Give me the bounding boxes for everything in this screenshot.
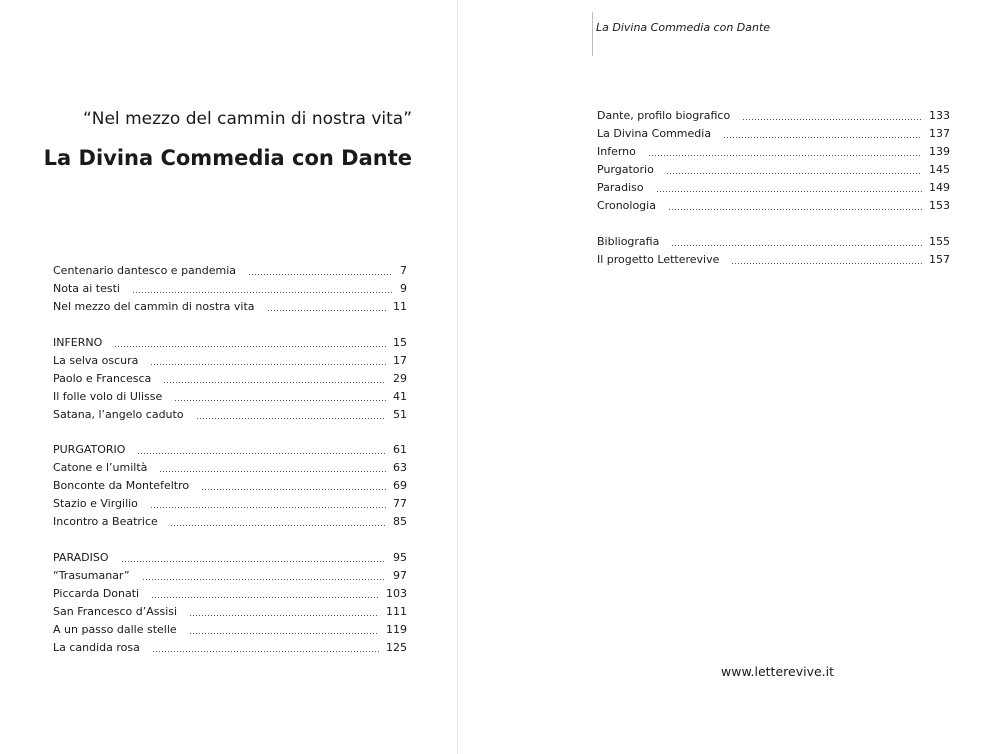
toc-entry-title: PURGATORIO <box>53 443 126 456</box>
toc-entry-title: Nel mezzo del cammin di nostra vita <box>53 300 255 313</box>
toc-entry <box>53 352 407 370</box>
toc-group <box>53 549 407 657</box>
toc-entry <box>53 441 407 459</box>
toc-entry-page-number: 9 <box>400 282 407 295</box>
toc-group <box>53 441 407 531</box>
toc-entry-title: Satana, l’angelo caduto <box>53 407 184 421</box>
toc-entry <box>53 567 407 585</box>
toc-entry-title: Centenario dantesco e pandemia <box>53 264 237 277</box>
left-page <box>0 0 458 754</box>
toc-entry-title: A un passo dalle stelle <box>53 622 177 636</box>
header-rule <box>592 12 593 56</box>
toc-entry-page-number: 95 <box>393 550 407 564</box>
toc-entry-page-number: 63 <box>393 461 407 474</box>
toc-entry-page-number: 111 <box>386 604 407 618</box>
toc-entry <box>53 513 407 531</box>
dot-leader <box>666 173 922 174</box>
toc-entry-page-number: 145 <box>929 163 950 176</box>
toc-entry <box>53 370 407 388</box>
dot-leader <box>671 245 922 246</box>
toc-group <box>597 233 950 269</box>
toc-entry-title: Stazio e Virgilio <box>53 497 138 510</box>
toc-entry <box>597 143 950 161</box>
dot-leader <box>189 633 379 634</box>
toc-entry-page-number: 77 <box>393 497 407 510</box>
book-title: La Divina Commedia con Dante <box>43 146 412 170</box>
toc-entry-page-number: 29 <box>393 371 407 385</box>
toc-entry-page-number: 153 <box>929 199 950 212</box>
toc-entry <box>53 388 407 406</box>
dot-leader <box>132 292 392 293</box>
toc-entry-title: Il progetto Letterevive <box>597 252 720 266</box>
toc-entry <box>53 477 407 495</box>
dot-leader <box>137 453 386 454</box>
dot-leader <box>656 191 922 192</box>
toc-group <box>597 107 950 215</box>
toc-entry-page-number: 137 <box>929 127 950 140</box>
toc-entry-page-number: 125 <box>386 640 407 654</box>
toc-entry-title: PARADISO <box>53 550 109 564</box>
toc-entry-title: Nota ai testi <box>53 282 120 295</box>
table-of-contents-left <box>53 262 407 674</box>
toc-entry <box>597 233 950 251</box>
toc-entry-page-number: 61 <box>393 443 407 456</box>
toc-entry-title: Incontro a Beatrice <box>53 515 158 528</box>
toc-entry-title: INFERNO <box>53 335 103 349</box>
dot-leader <box>731 263 922 264</box>
dot-leader <box>174 400 386 401</box>
toc-entry-title: La candida rosa <box>53 640 140 654</box>
toc-entry-title: Bibliografia <box>597 234 660 248</box>
dot-leader <box>121 561 386 562</box>
toc-entry-title: Paradiso <box>597 181 644 194</box>
toc-entry-title: Inferno <box>597 145 636 158</box>
dot-leader <box>248 274 392 275</box>
toc-entry <box>53 334 407 352</box>
dot-leader <box>742 119 922 120</box>
dot-leader <box>159 471 386 472</box>
toc-entry-page-number: 17 <box>393 353 407 367</box>
toc-entry-page-number: 15 <box>393 335 407 349</box>
toc-entry-page-number: 41 <box>393 389 407 403</box>
toc-entry <box>597 251 950 269</box>
dot-leader <box>648 155 922 156</box>
toc-entry-title: Purgatorio <box>597 163 654 176</box>
toc-entry <box>53 495 407 513</box>
dot-leader <box>114 346 386 347</box>
toc-entry <box>53 639 407 657</box>
toc-entry <box>53 585 407 603</box>
toc-entry-page-number: 69 <box>393 479 407 492</box>
toc-entry-title: Bonconte da Montefeltro <box>53 479 190 492</box>
toc-entry-title: Dante, profilo biografico <box>597 109 731 122</box>
toc-entry-page-number: 133 <box>929 109 950 122</box>
toc-entry <box>53 298 407 316</box>
toc-entry <box>53 549 407 567</box>
dot-leader <box>201 489 386 490</box>
toc-entry <box>53 280 407 298</box>
toc-entry-page-number: 7 <box>400 264 407 277</box>
toc-entry-title: “Trasumanar” <box>53 568 130 582</box>
table-of-contents-right <box>597 107 950 286</box>
toc-entry <box>597 161 950 179</box>
toc-entry-page-number: 51 <box>393 407 407 421</box>
toc-entry-title: Cronologia <box>597 199 656 212</box>
toc-entry <box>597 179 950 197</box>
toc-entry <box>597 197 950 215</box>
dot-leader <box>196 418 386 419</box>
right-page <box>458 0 1006 754</box>
toc-group <box>53 334 407 424</box>
toc-entry-title: La selva oscura <box>53 353 139 367</box>
toc-group <box>53 262 407 316</box>
toc-entry-page-number: 97 <box>393 568 407 582</box>
toc-entry-page-number: 157 <box>929 252 950 266</box>
toc-entry <box>597 125 950 143</box>
dot-leader <box>723 137 922 138</box>
dot-leader <box>189 615 379 616</box>
toc-entry-page-number: 119 <box>386 622 407 636</box>
toc-entry-page-number: 85 <box>393 515 407 528</box>
dot-leader <box>668 209 922 210</box>
toc-entry <box>53 621 407 639</box>
toc-entry-page-number: 149 <box>929 181 950 194</box>
dot-leader <box>142 579 386 580</box>
toc-entry <box>53 406 407 424</box>
website-url[interactable]: www.letterevive.it <box>721 664 835 679</box>
dot-leader <box>170 525 386 526</box>
dot-leader <box>267 310 386 311</box>
running-header: La Divina Commedia con Dante <box>596 21 771 34</box>
toc-entry-page-number: 103 <box>386 586 407 600</box>
dot-leader <box>151 597 379 598</box>
toc-entry-title: Catone e l’umiltà <box>53 461 148 474</box>
toc-entry-page-number: 139 <box>929 145 950 158</box>
book-subtitle: “Nel mezzo del cammin di nostra vita” <box>82 109 412 129</box>
dot-leader <box>152 651 379 652</box>
toc-entry-title: San Francesco d’Assisi <box>53 604 178 618</box>
toc-entry-page-number: 11 <box>393 300 407 313</box>
toc-entry-title: Il folle volo di Ulisse <box>53 389 163 403</box>
dot-leader <box>163 382 386 383</box>
toc-entry <box>597 107 950 125</box>
toc-entry-title: La Divina Commedia <box>597 127 712 140</box>
toc-entry <box>53 262 407 280</box>
toc-entry <box>53 459 407 477</box>
toc-entry <box>53 603 407 621</box>
toc-entry-page-number: 155 <box>929 234 950 248</box>
dot-leader <box>150 507 386 508</box>
toc-entry-title: Piccarda Donati <box>53 586 140 600</box>
toc-entry-title: Paolo e Francesca <box>53 371 152 385</box>
dot-leader <box>150 364 386 365</box>
